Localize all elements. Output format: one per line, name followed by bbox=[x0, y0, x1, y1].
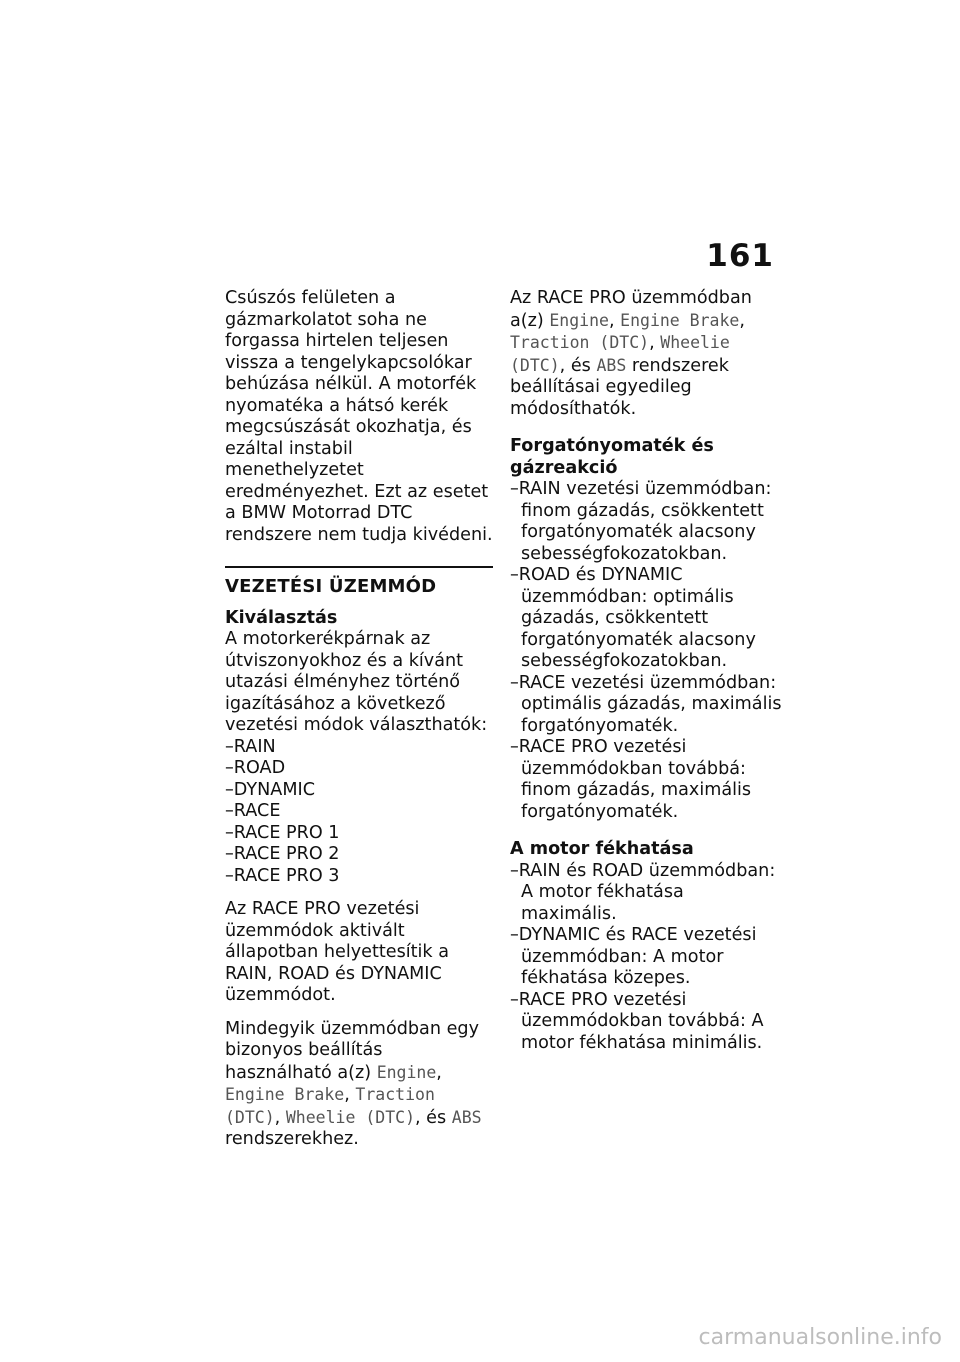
section-divider bbox=[225, 566, 493, 568]
text-span: , bbox=[344, 1085, 356, 1105]
text-span: , bbox=[739, 310, 745, 331]
list-item: –RACE bbox=[225, 801, 281, 821]
intro-paragraph: Csúszós felületen a gázmarkolatot soha ne forgassa hirtelen teljesen vissza a tengelykapcsolókar behúzása nélkül. A motorfék nyomatéka a hátsó kerék megcsúszását okozhatja, és ezáltal instabil menethelyzetet eredményezhet. Ezt az esetet a BMW Motorrad DTC rendszere nem tudja kivédeni. bbox=[225, 288, 493, 545]
each-mode-paragraph bbox=[225, 1019, 493, 1151]
list-item: –RAIN bbox=[225, 736, 276, 757]
race-pro-settings-paragraph bbox=[510, 288, 785, 420]
text-span: , és bbox=[559, 355, 597, 376]
abs-term: ABS bbox=[451, 1107, 482, 1127]
list-item: –RACE PRO 3 bbox=[225, 865, 340, 886]
selection-heading: Kiválasztás bbox=[225, 607, 338, 628]
list-item: –DYNAMIC és RACE vezetési üzemmódban: A motor fékhatása közepes. bbox=[510, 925, 757, 988]
text-span: rendszerekhez. bbox=[225, 1129, 359, 1149]
engine-brake-heading: A motor fékhatása bbox=[510, 839, 694, 859]
list-item: –RACE PRO 1 bbox=[225, 822, 340, 843]
watermark: carmanualsonline.info bbox=[698, 1325, 942, 1350]
wheelie-term: Wheelie (DTC) bbox=[510, 333, 730, 375]
list-item: –RACE vezetési üzemmódban: optimális gázadás, maximális forgatónyomaték. bbox=[510, 672, 782, 736]
text-span: , bbox=[436, 1062, 442, 1083]
page-number: 161 bbox=[706, 238, 774, 274]
text-span: , bbox=[608, 310, 621, 331]
list-item: –DYNAMIC bbox=[225, 779, 315, 800]
traction-term: Traction (DTC) bbox=[225, 1085, 435, 1127]
torque-heading: Forgatónyomaték és gázreakció bbox=[510, 436, 714, 478]
list-item: –RAIN vezetési üzemmódban: finom gázadás, csökkentett forgatónyomaték alacsony sebességfokozatokban. bbox=[510, 479, 772, 564]
left-column bbox=[225, 288, 493, 1163]
text-span: Az RACE PRO üzemmódban a(z) bbox=[510, 288, 752, 331]
text-span: , bbox=[274, 1107, 286, 1128]
right-column bbox=[510, 288, 785, 1066]
engine-term: Engine bbox=[376, 1062, 437, 1082]
list-item: –RACE PRO vezetési üzemmódokban továbbá: finom gázadás, maximális forgatónyomaték. bbox=[510, 737, 752, 822]
list-item: –RACE PRO vezetési üzemmódokban továbbá: A motor fékhatása minimális. bbox=[510, 989, 764, 1053]
traction-term: Traction (DTC) bbox=[510, 333, 650, 352]
torque-list bbox=[510, 479, 785, 823]
list-item: –RAIN és ROAD üzemmódban: A motor fékhatása maximális. bbox=[510, 860, 776, 924]
engine-term: Engine bbox=[549, 310, 609, 330]
mode-list bbox=[225, 737, 493, 888]
engine-brake-term: Engine Brake bbox=[225, 1085, 345, 1104]
list-item: –RACE PRO 2 bbox=[225, 844, 340, 864]
engine-brake-list bbox=[510, 861, 785, 1055]
abs-term: ABS bbox=[596, 355, 627, 375]
race-pro-paragraph: Az RACE PRO vezetési üzemmódok aktivált állapotban helyettesítik a RAIN, ROAD és DYNAMIC üzemmódot. bbox=[225, 899, 449, 1005]
selection-text: A motorkerékpárnak az útviszonyokhoz és a kívánt utazási élményhez történő igazításához a következő vezetési módok választhatók: bbox=[225, 629, 488, 735]
text-span: rendszerek beállításai egyedileg módosíthatók. bbox=[510, 355, 729, 419]
wheelie-term: Wheelie (DTC) bbox=[285, 1107, 415, 1127]
engine-brake-term: Engine Brake bbox=[620, 310, 740, 330]
list-item: –ROAD és DYNAMIC üzemmódban: optimális gázadás, csökkentett forgatónyomaték alacsony sebességfokozatokban. bbox=[510, 565, 756, 671]
text-span: Mindegyik üzemmódban egy bizonyos beállítás használható a(z) bbox=[225, 1018, 479, 1083]
list-item: –ROAD bbox=[225, 758, 286, 778]
text-span: , bbox=[649, 333, 661, 353]
text-span: , és bbox=[415, 1107, 452, 1128]
section-title: VEZETÉSI ÜZEMMÓD bbox=[225, 576, 437, 597]
